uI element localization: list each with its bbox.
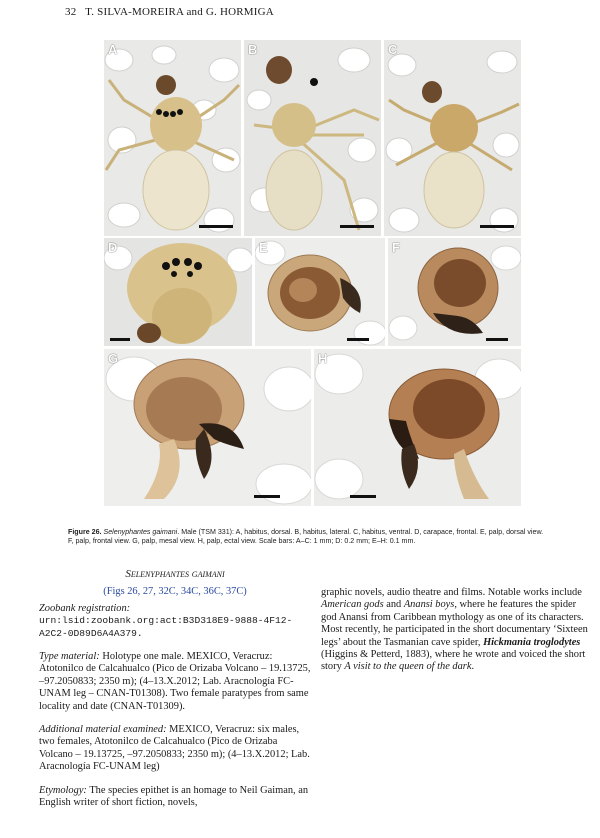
scale-bar <box>199 225 233 228</box>
additional-material-text: MEXICO, Veracruz: six males, two females, Atotonilco de Calcahualco (Pico de Orizaba Volcano – 19.13725, –97.2050833; 2350 m); (4–13.X.2012; Lab. Aracnología FC-UNAM leg) <box>39 724 310 773</box>
scale-bar <box>254 495 280 498</box>
text-run: and <box>383 599 404 611</box>
spider-habitus-ventral-image <box>384 40 521 236</box>
italic-title: American gods <box>321 599 384 611</box>
additional-material-paragraph <box>39 724 311 774</box>
species-heading: Selenyphantes gaimani <box>125 568 225 580</box>
figure-panel-e <box>255 238 385 346</box>
panel-label: E <box>259 240 268 255</box>
italic-title: Anansi boys <box>403 599 455 611</box>
figure-panel-c <box>384 40 521 236</box>
running-header <box>65 6 274 18</box>
figure-panel-f <box>388 238 521 346</box>
text-run: . <box>471 661 475 673</box>
scale-bar <box>480 225 514 228</box>
figure-number: Figure 26. <box>68 528 102 536</box>
palp-frontal-image <box>388 238 521 346</box>
left-column <box>39 568 311 821</box>
scale-bar <box>340 225 374 228</box>
type-material-paragraph <box>39 651 311 713</box>
spider-habitus-lateral-image <box>244 40 381 236</box>
caption-species: Selenyphantes gaimani <box>103 528 178 536</box>
panel-label: H <box>318 351 328 366</box>
etymology-label: Etymology: <box>39 784 87 796</box>
running-header-authors: T. SILVA-MOREIRA and G. HORMIGA <box>85 6 274 18</box>
text-run: (Higgins & Petterd, 1883), where he wrote and voiced the short story <box>321 649 586 673</box>
palp-ectal-image <box>314 349 521 506</box>
panel-label: B <box>248 42 258 57</box>
zoobank-text: urn:lsid:zoobank.org:act:B3D318E9-9888-4F12-A2C2-0D89D6A4A379. <box>39 615 293 639</box>
panel-label: A <box>108 42 118 57</box>
palp-mesal-image <box>104 349 311 506</box>
etymology-text: The species epithet is an homage to Neil Gaiman, an English writer of short fiction, novels, <box>39 784 309 809</box>
caption-text: . Male (TSM 331): A, habitus, dorsal. B, habitus, lateral. C, habitus, ventral. D, carapace, frontal. E, palp, dorsal view. F, palp, frontal view. G, palp, mesal view. H, palp, ectal view. Scale bars: A–C: 1 mm; D: 0.2 mm; E–H: 0.1 mm. <box>68 528 544 545</box>
panel-label: F <box>392 240 400 255</box>
figure-panel-h <box>314 349 521 506</box>
zoobank-paragraph <box>39 603 311 640</box>
figure-references-link[interactable]: (Figs 26, 27, 32C, 34C, 36C, 37C) <box>103 586 247 598</box>
scale-bar <box>486 338 508 341</box>
italic-species-name: Hickmania troglodytes <box>483 636 581 648</box>
text-run: graphic novels, audio theatre and films. Notable works include <box>321 587 582 598</box>
italic-title: A visit to the queen of the dark <box>344 661 472 673</box>
zoobank-label: Zoobank registration: <box>39 602 131 614</box>
spider-habitus-dorsal-image <box>104 40 241 236</box>
type-material-label: Type material: <box>39 651 100 663</box>
carapace-frontal-image <box>104 238 252 346</box>
etymology-continued-paragraph <box>321 587 589 674</box>
text-run: , where he features the spider god Anansi from Caribbean mythology as one of its characters. Most recently, he participated in the short documentary ‘Sixteen legs’ about the Tasmanian cave spider, <box>321 599 588 648</box>
figure-panel-b <box>244 40 381 236</box>
palp-dorsal-image <box>255 238 385 346</box>
panel-label: G <box>108 351 119 366</box>
figure-panel-d <box>104 238 252 346</box>
panel-label: C <box>388 42 398 57</box>
type-material-text: Holotype one male. MEXICO, Veracruz: Atotonilco de Calcahualco (Pico de Orizaba Volcano – 19.13725, –97.2050833; 2350 m); (4–13.X.2012; Lab. Aracnología FC-UNAM leg – CNAN-T01308). Two female paratypes from same locality and date (CNAN-T01309). <box>39 651 311 712</box>
scale-bar <box>110 338 130 341</box>
figure-panel-g <box>104 349 311 506</box>
scale-bar <box>350 495 376 498</box>
etymology-paragraph <box>39 785 311 810</box>
scale-bar <box>347 338 369 341</box>
figure-panel-a <box>104 40 241 236</box>
page-number: 32 <box>65 6 77 18</box>
panel-label: D <box>108 240 118 255</box>
additional-material-label: Additional material examined: <box>39 724 167 736</box>
right-column <box>321 587 589 685</box>
figure-caption <box>68 528 550 546</box>
